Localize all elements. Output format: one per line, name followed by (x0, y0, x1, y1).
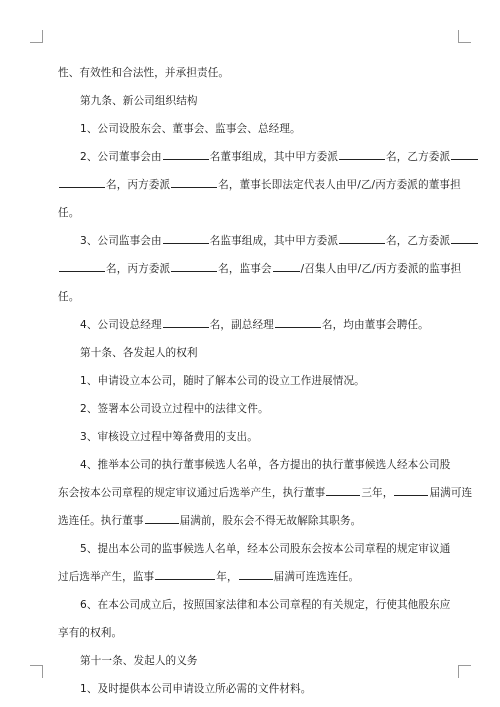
paragraph-line: 东会按本公司章程的规定审议通过后选举产生，执行董事 三年， 届满可连 (58, 484, 446, 502)
paragraph-line: 1、申请设立本公司，随时了解本公司的设立工作进展情况。 (80, 375, 365, 387)
paragraph-line: 2、签署本公司设立过程中的法律文件。 (80, 403, 269, 415)
paragraph-line: 5、提出本公司的监事候选人名单，经本公司股东会按本公司章程的规定审议通 (80, 543, 451, 555)
paragraph-line: 3、公司监事会由 名监事组成，其中甲方委派 名，乙方委派 (58, 232, 446, 250)
paragraph-line: 过后选举产生，监事 年， 届满可连选连任。 (58, 568, 446, 586)
fill-blank[interactable] (339, 232, 385, 244)
fill-blank[interactable] (145, 512, 179, 524)
crop-mark-bottom-right (458, 665, 471, 678)
fill-blank[interactable] (451, 232, 478, 244)
fill-blank[interactable] (171, 176, 217, 188)
paragraph-line: 3、审核设立过程中筹备费用的支出。 (80, 431, 258, 443)
paragraph-line: 4、公司设总经理 名，副总经理 名，均由董事会聘任。 (58, 316, 446, 334)
fill-blank[interactable] (275, 316, 321, 328)
paragraph-line: 名，丙方委派 名，监事会 /召集人由甲/乙/丙方委派的监事担 (58, 260, 446, 278)
fill-blank[interactable] (163, 316, 209, 328)
fill-blank[interactable] (59, 260, 105, 272)
paragraph-line: 性、有效性和合法性，并承担责任。 (58, 67, 230, 79)
section-heading-9: 第九条、新公司组织结构 (80, 95, 198, 107)
fill-blank[interactable] (239, 568, 273, 580)
fill-blank[interactable] (394, 484, 428, 496)
paragraph-line: 任。 (58, 207, 80, 219)
fill-blank[interactable] (339, 148, 385, 160)
fill-blank[interactable] (163, 232, 209, 244)
paragraph-line: 选连任。执行董事 届满前，股东会不得无故解除其职务。 (58, 512, 446, 530)
crop-mark-bottom-left (30, 665, 43, 678)
paragraph-line: 名，丙方委派 名，董事长即法定代表人由甲/乙/丙方委派的董事担 (58, 176, 446, 194)
paragraph-line: 2、公司董事会由 名董事组成，其中甲方委派 名，乙方委派 (58, 148, 446, 166)
crop-mark-top-left (30, 30, 43, 43)
fill-blank[interactable] (155, 568, 215, 580)
fill-blank[interactable] (171, 260, 217, 272)
fill-blank[interactable] (326, 484, 360, 496)
crop-mark-top-right (458, 30, 471, 43)
paragraph-line: 6、在本公司成立后，按照国家法律和本公司章程的有关规定，行使其他股东应 (80, 599, 451, 611)
section-heading-11: 第十一条、发起人的义务 (80, 655, 198, 667)
paragraph-line: 享有的权利。 (58, 627, 123, 639)
fill-blank[interactable] (451, 148, 478, 160)
paragraph-line: 1、公司设股东会、董事会、监事会、总经理。 (80, 123, 301, 135)
section-heading-10: 第十条、各发起人的权利 (80, 347, 198, 359)
paragraph-line: 1、及时提供本公司申请设立所必需的文件材料。 (80, 683, 312, 695)
paragraph-line: 任。 (58, 291, 80, 303)
fill-blank[interactable] (59, 176, 105, 188)
fill-blank[interactable] (273, 260, 300, 272)
paragraph-line: 4、推举本公司的执行董事候选人名单，各方提出的执行董事候选人经本公司股 (80, 459, 451, 471)
fill-blank[interactable] (163, 148, 209, 160)
